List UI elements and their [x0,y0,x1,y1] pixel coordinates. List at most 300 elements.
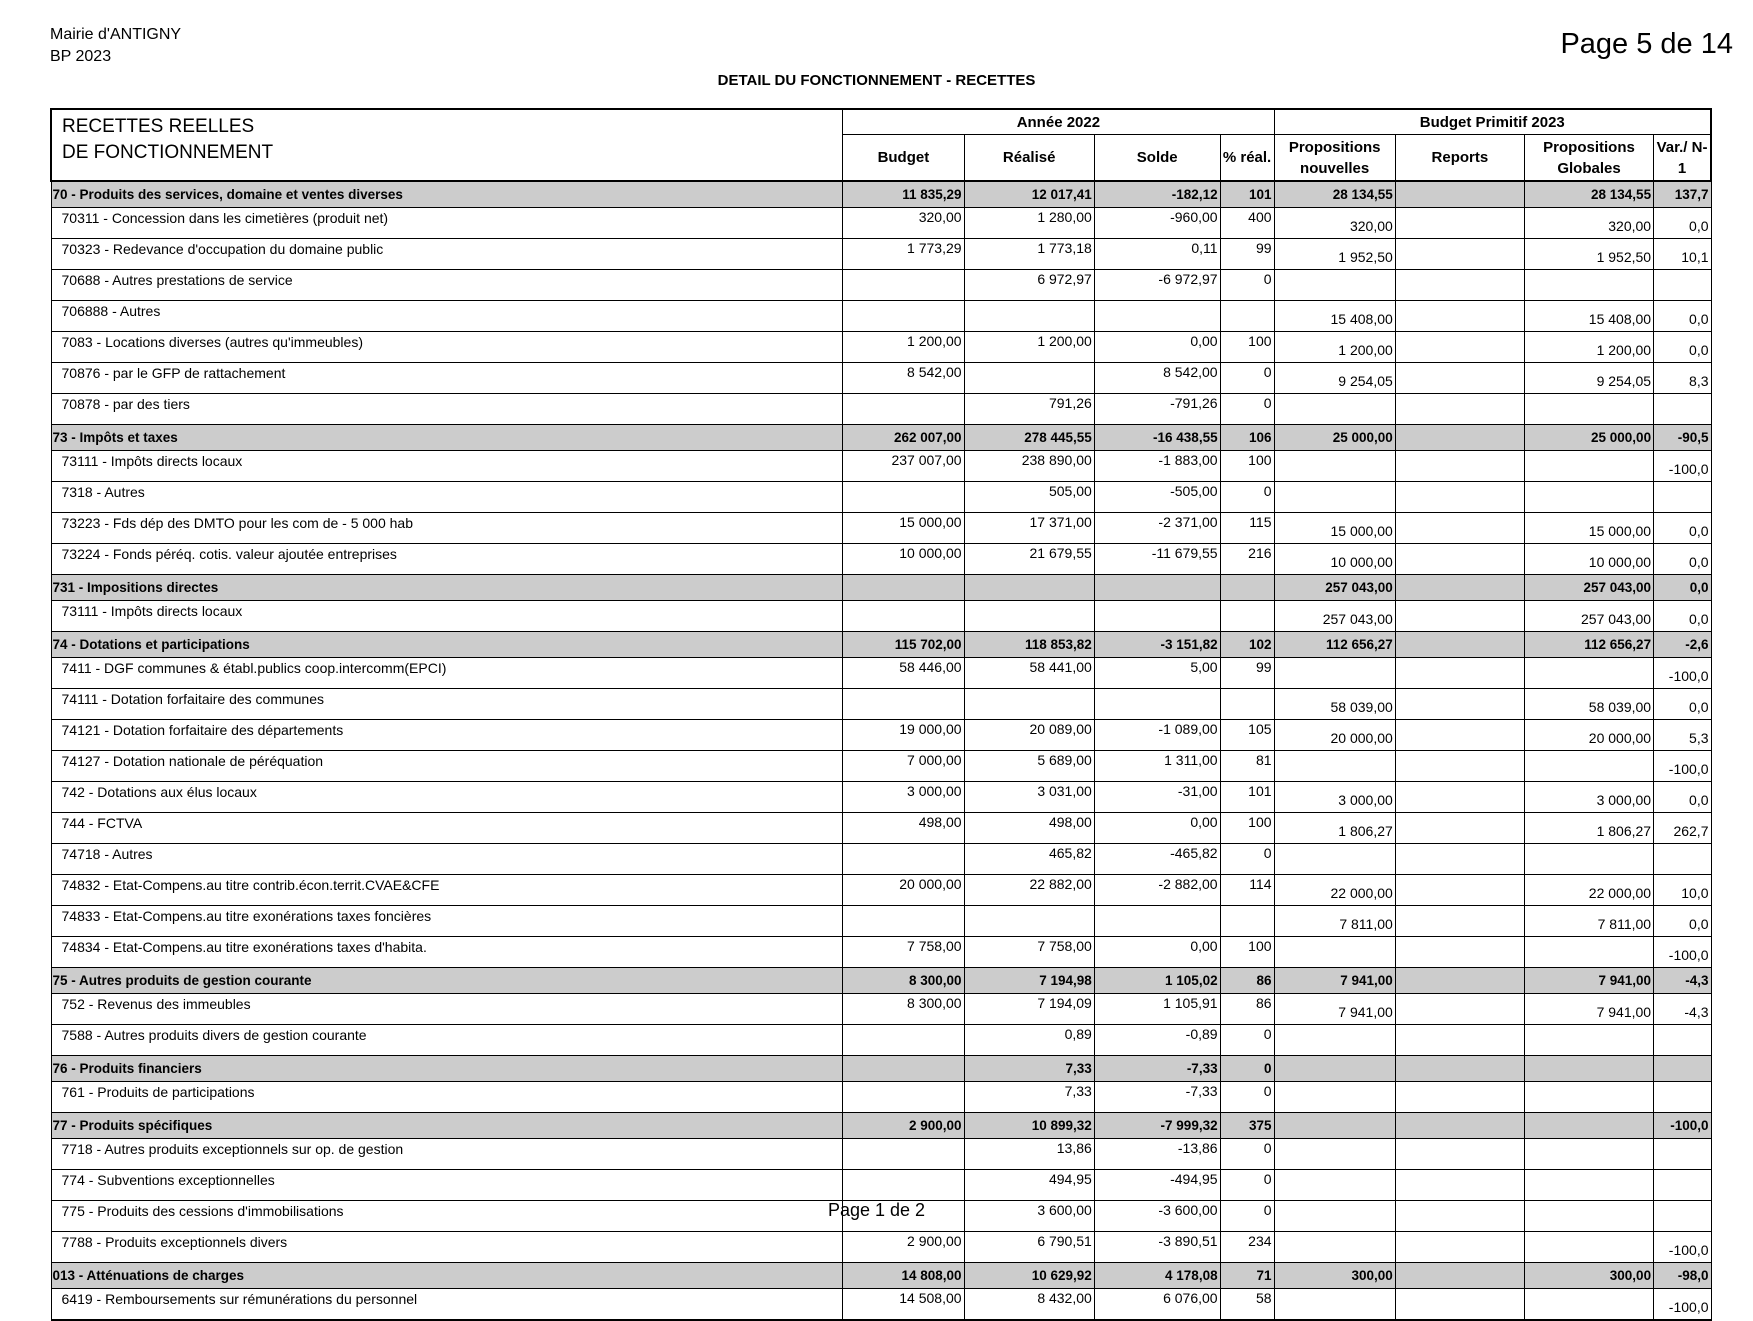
row-label: 73224 - Fonds péréq. cotis. valeur ajoutée entreprises [51,544,843,575]
cell-var-n1: -100,0 [1654,1113,1711,1139]
cell-propositions-globales: 1 200,00 [1524,332,1653,363]
row-label: 73 - Impôts et taxes [51,425,843,451]
cell-pct-real: 101 [1220,782,1274,813]
section-row [51,1263,1711,1289]
cell-pct-real: 0 [1220,1025,1274,1056]
cell-reports [1395,968,1524,994]
cell-reports [1395,482,1524,513]
cell-var-n1 [1654,1056,1711,1082]
cell-solde: -791,26 [1094,394,1220,425]
cell-budget: 14 808,00 [843,1263,964,1289]
cell-reports [1395,1025,1524,1056]
cell-realise [964,363,1094,394]
cell-pct-real: 105 [1220,720,1274,751]
cell-pct-real: 375 [1220,1113,1274,1139]
table-row [51,301,1711,332]
col-header-budget: Budget [843,135,964,182]
cell-pct-real [1220,301,1274,332]
cell-reports [1395,632,1524,658]
row-label: 7318 - Autres [51,482,843,513]
cell-propositions-globales: 257 043,00 [1524,601,1653,632]
section-row [51,181,1711,208]
cell-pct-real [1220,575,1274,601]
col-header-var-n1: Var./ N-1 [1654,135,1711,182]
cell-propositions-globales [1524,751,1653,782]
cell-propositions-globales [1524,1139,1653,1170]
cell-budget: 115 702,00 [843,632,964,658]
cell-propositions-globales [1524,451,1653,482]
cell-solde: -7,33 [1094,1082,1220,1113]
cell-budget [843,1170,964,1201]
cell-solde: -505,00 [1094,482,1220,513]
table-row [51,1232,1711,1263]
table-row [51,513,1711,544]
cell-propositions-globales: 15 000,00 [1524,513,1653,544]
cell-var-n1: -90,5 [1654,425,1711,451]
cell-budget [843,1139,964,1170]
cell-realise [964,906,1094,937]
cell-propositions-nouvelles: 7 941,00 [1274,968,1395,994]
cell-solde: -0,89 [1094,1025,1220,1056]
table-title-line-1: RECETTES REELLES [62,116,255,137]
cell-budget: 2 900,00 [843,1113,964,1139]
cell-realise: 791,26 [964,394,1094,425]
row-label: 774 - Subventions exceptionnelles [51,1170,843,1201]
cell-propositions-globales: 300,00 [1524,1263,1653,1289]
cell-solde [1094,301,1220,332]
table-row [51,689,1711,720]
cell-propositions-globales: 22 000,00 [1524,875,1653,906]
cell-propositions-nouvelles: 1 200,00 [1274,332,1395,363]
cell-propositions-globales [1524,1113,1653,1139]
cell-var-n1: -100,0 [1654,1289,1711,1321]
cell-reports [1395,270,1524,301]
table-row [51,658,1711,689]
row-label: 76 - Produits financiers [51,1056,843,1082]
col-header-realise: Réalisé [964,135,1094,182]
cell-propositions-nouvelles [1274,751,1395,782]
row-label: 73111 - Impôts directs locaux [51,451,843,482]
section-row [51,1056,1711,1082]
row-label: 74718 - Autres [51,844,843,875]
cell-budget [843,601,964,632]
cell-propositions-nouvelles: 22 000,00 [1274,875,1395,906]
table-row [51,875,1711,906]
cell-solde: -3 600,00 [1094,1201,1220,1232]
col-header-propositions-globales: Propositions Globales [1524,135,1653,182]
cell-propositions-nouvelles: 20 000,00 [1274,720,1395,751]
cell-budget: 7 000,00 [843,751,964,782]
cell-var-n1: 10,0 [1654,875,1711,906]
table-title-line-2: DE FONCTIONNEMENT [62,142,274,163]
cell-budget: 498,00 [843,813,964,844]
row-label: 73111 - Impôts directs locaux [51,601,843,632]
cell-solde: -31,00 [1094,782,1220,813]
cell-propositions-globales [1524,482,1653,513]
cell-pct-real: 106 [1220,425,1274,451]
cell-solde: -494,95 [1094,1170,1220,1201]
table-body [51,181,1711,1320]
cell-realise: 498,00 [964,813,1094,844]
cell-solde: 0,00 [1094,332,1220,363]
section-row [51,575,1711,601]
cell-solde: 5,00 [1094,658,1220,689]
cell-pct-real: 400 [1220,208,1274,239]
section-row [51,632,1711,658]
cell-var-n1: -100,0 [1654,937,1711,968]
cell-pct-real: 100 [1220,332,1274,363]
cell-pct-real: 0 [1220,1201,1274,1232]
cell-realise: 238 890,00 [964,451,1094,482]
cell-budget: 7 758,00 [843,937,964,968]
cell-var-n1: 10,1 [1654,239,1711,270]
row-label: 74111 - Dotation forfaitaire des communes [51,689,843,720]
cell-pct-real [1220,601,1274,632]
cell-budget [843,906,964,937]
cell-propositions-nouvelles [1274,1113,1395,1139]
cell-realise: 7,33 [964,1082,1094,1113]
cell-budget: 14 508,00 [843,1289,964,1321]
row-label: 74832 - Etat-Compens.au titre contrib.écon.territ.CVAE&CFE [51,875,843,906]
cell-propositions-globales: 1 952,50 [1524,239,1653,270]
table-row [51,270,1711,301]
section-row [51,968,1711,994]
row-label: 7083 - Locations diverses (autres qu'immeubles) [51,332,843,363]
cell-var-n1 [1654,1082,1711,1113]
cell-pct-real: 0 [1220,363,1274,394]
cell-reports [1395,1056,1524,1082]
row-label: 70878 - par des tiers [51,394,843,425]
table-row [51,239,1711,270]
cell-budget [843,689,964,720]
cell-solde: 6 076,00 [1094,1289,1220,1321]
cell-pct-real: 0 [1220,844,1274,875]
cell-reports [1395,994,1524,1025]
cell-reports [1395,575,1524,601]
cell-var-n1: 0,0 [1654,301,1711,332]
cell-propositions-nouvelles [1274,1289,1395,1321]
cell-pct-real: 86 [1220,994,1274,1025]
cell-pct-real: 58 [1220,1289,1274,1321]
cell-budget: 58 446,00 [843,658,964,689]
cell-pct-real: 71 [1220,1263,1274,1289]
cell-pct-real: 234 [1220,1232,1274,1263]
cell-solde: -7,33 [1094,1056,1220,1082]
cell-realise: 58 441,00 [964,658,1094,689]
cell-var-n1 [1654,394,1711,425]
cell-propositions-nouvelles [1274,844,1395,875]
cell-solde: 0,11 [1094,239,1220,270]
cell-propositions-nouvelles [1274,658,1395,689]
cell-solde: -2 882,00 [1094,875,1220,906]
cell-propositions-nouvelles [1274,937,1395,968]
cell-realise [964,689,1094,720]
cell-propositions-globales [1524,1232,1653,1263]
cell-pct-real: 100 [1220,813,1274,844]
table-row [51,394,1711,425]
col-header-propositions-nouvelles: Propositions nouvelles [1274,135,1395,182]
cell-pct-real: 102 [1220,632,1274,658]
cell-var-n1: -98,0 [1654,1263,1711,1289]
cell-var-n1: 0,0 [1654,906,1711,937]
cell-propositions-globales [1524,1289,1653,1321]
table-row [51,844,1711,875]
cell-realise: 10 899,32 [964,1113,1094,1139]
cell-pct-real: 0 [1220,1082,1274,1113]
row-label: 7588 - Autres produits divers de gestion courante [51,1025,843,1056]
cell-realise: 3 600,00 [964,1201,1094,1232]
col-header-solde: Solde [1094,135,1220,182]
cell-propositions-globales: 320,00 [1524,208,1653,239]
table-row [51,451,1711,482]
cell-budget: 11 835,29 [843,181,964,208]
table-row [51,1139,1711,1170]
cell-propositions-nouvelles: 9 254,05 [1274,363,1395,394]
cell-realise: 3 031,00 [964,782,1094,813]
cell-reports [1395,720,1524,751]
cell-realise: 278 445,55 [964,425,1094,451]
row-label: 761 - Produits de participations [51,1082,843,1113]
cell-propositions-globales [1524,270,1653,301]
cell-budget: 15 000,00 [843,513,964,544]
cell-budget: 3 000,00 [843,782,964,813]
cell-propositions-nouvelles [1274,1025,1395,1056]
cell-reports [1395,332,1524,363]
row-label: 731 - Impositions directes [51,575,843,601]
cell-pct-real: 99 [1220,658,1274,689]
cell-budget [843,1025,964,1056]
cell-realise: 12 017,41 [964,181,1094,208]
table-row [51,208,1711,239]
table-row [51,994,1711,1025]
cell-pct-real: 100 [1220,937,1274,968]
cell-realise: 17 371,00 [964,513,1094,544]
cell-reports [1395,1263,1524,1289]
cell-reports [1395,1289,1524,1321]
cell-reports [1395,181,1524,208]
cell-realise: 494,95 [964,1170,1094,1201]
cell-solde [1094,689,1220,720]
cell-budget: 20 000,00 [843,875,964,906]
row-label: 775 - Produits des cessions d'immobilisations [51,1201,843,1232]
cell-realise: 21 679,55 [964,544,1094,575]
cell-realise: 7 758,00 [964,937,1094,968]
cell-var-n1 [1654,1170,1711,1201]
table-row [51,813,1711,844]
cell-propositions-globales [1524,394,1653,425]
row-label: 70876 - par le GFP de rattachement [51,363,843,394]
cell-propositions-nouvelles: 3 000,00 [1274,782,1395,813]
cell-propositions-nouvelles: 1 952,50 [1274,239,1395,270]
cell-pct-real: 216 [1220,544,1274,575]
cell-budget [843,844,964,875]
cell-reports [1395,1082,1524,1113]
cell-propositions-nouvelles [1274,270,1395,301]
cell-propositions-globales: 28 134,55 [1524,181,1653,208]
cell-pct-real: 101 [1220,181,1274,208]
row-label: 70311 - Concession dans les cimetières (produit net) [51,208,843,239]
municipality-name: Mairie d'ANTIGNY [50,26,182,43]
cell-realise: 10 629,92 [964,1263,1094,1289]
row-label: 744 - FCTVA [51,813,843,844]
table-row [51,906,1711,937]
row-label: 74834 - Etat-Compens.au titre exonérations taxes d'habita. [51,937,843,968]
cell-realise: 8 432,00 [964,1289,1094,1321]
cell-budget: 8 542,00 [843,363,964,394]
cell-realise: 505,00 [964,482,1094,513]
table-header [51,109,1711,181]
cell-var-n1: 0,0 [1654,513,1711,544]
table-row [51,601,1711,632]
cell-var-n1: -100,0 [1654,658,1711,689]
cell-var-n1 [1654,1139,1711,1170]
cell-solde: 0,00 [1094,937,1220,968]
cell-reports [1395,658,1524,689]
cell-realise: 7 194,09 [964,994,1094,1025]
cell-propositions-nouvelles: 15 000,00 [1274,513,1395,544]
cell-pct-real: 86 [1220,968,1274,994]
cell-solde: 1 311,00 [1094,751,1220,782]
document-title: DETAIL DU FONCTIONNEMENT - RECETTES [717,72,1036,89]
cell-propositions-globales: 9 254,05 [1524,363,1653,394]
row-label: 013 - Atténuations de charges [51,1263,843,1289]
cell-var-n1: 0,0 [1654,689,1711,720]
cell-pct-real: 0 [1220,1139,1274,1170]
table-row [51,1025,1711,1056]
row-label: 74127 - Dotation nationale de péréquation [51,751,843,782]
cell-var-n1: -4,3 [1654,968,1711,994]
cell-var-n1 [1654,1025,1711,1056]
cell-pct-real: 100 [1220,451,1274,482]
cell-solde: -6 972,97 [1094,270,1220,301]
cell-budget: 8 300,00 [843,968,964,994]
table-row [51,544,1711,575]
cell-reports [1395,425,1524,451]
cell-pct-real: 0 [1220,270,1274,301]
table-row [51,332,1711,363]
cell-propositions-nouvelles [1274,1056,1395,1082]
cell-reports [1395,1170,1524,1201]
cell-propositions-globales: 15 408,00 [1524,301,1653,332]
cell-pct-real [1220,689,1274,720]
cell-pct-real: 99 [1220,239,1274,270]
cell-propositions-globales: 10 000,00 [1524,544,1653,575]
cell-realise: 6 972,97 [964,270,1094,301]
row-label: 73223 - Fds dép des DMTO pour les com de - 5 000 hab [51,513,843,544]
cell-propositions-globales [1524,1082,1653,1113]
row-label: 74 - Dotations et participations [51,632,843,658]
cell-realise: 6 790,51 [964,1232,1094,1263]
group-header-bp-2023: Budget Primitif 2023 [1274,109,1711,135]
cell-reports [1395,689,1524,720]
table-row [51,363,1711,394]
cell-pct-real [1220,906,1274,937]
cell-var-n1 [1654,270,1711,301]
row-label: 6419 - Remboursements sur rémunérations du personnel [51,1289,843,1321]
cell-solde: -3 890,51 [1094,1232,1220,1263]
cell-propositions-nouvelles: 7 941,00 [1274,994,1395,1025]
cell-propositions-nouvelles: 257 043,00 [1274,601,1395,632]
budget-year-label: BP 2023 [50,48,112,65]
cell-budget: 1 773,29 [843,239,964,270]
cell-propositions-nouvelles [1274,1232,1395,1263]
cell-pct-real: 114 [1220,875,1274,906]
table-row [51,482,1711,513]
cell-propositions-globales: 58 039,00 [1524,689,1653,720]
table-row [51,1082,1711,1113]
cell-var-n1: 137,7 [1654,181,1711,208]
cell-realise: 7 194,98 [964,968,1094,994]
cell-var-n1 [1654,482,1711,513]
cell-budget: 1 200,00 [843,332,964,363]
cell-var-n1: -100,0 [1654,751,1711,782]
row-label: 70 - Produits des services, domaine et ventes diverses [51,181,843,208]
cell-propositions-nouvelles: 320,00 [1274,208,1395,239]
cell-solde: 1 105,91 [1094,994,1220,1025]
table-row [51,1289,1711,1321]
cell-propositions-nouvelles: 15 408,00 [1274,301,1395,332]
cell-var-n1: 0,0 [1654,332,1711,363]
cell-propositions-nouvelles: 7 811,00 [1274,906,1395,937]
cell-solde: -465,82 [1094,844,1220,875]
row-label: 7411 - DGF communes & établ.publics coop.intercomm(EPCI) [51,658,843,689]
cell-budget: 8 300,00 [843,994,964,1025]
table-title [51,109,843,181]
cell-var-n1: 0,0 [1654,208,1711,239]
table-row [51,782,1711,813]
row-label: 75 - Autres produits de gestion courante [51,968,843,994]
cell-pct-real: 115 [1220,513,1274,544]
cell-var-n1: 5,3 [1654,720,1711,751]
cell-propositions-nouvelles: 300,00 [1274,1263,1395,1289]
cell-reports [1395,544,1524,575]
row-label: 74833 - Etat-Compens.au titre exonérations taxes foncières [51,906,843,937]
cell-reports [1395,813,1524,844]
cell-var-n1: 0,0 [1654,544,1711,575]
cell-budget: 262 007,00 [843,425,964,451]
cell-budget [843,1056,964,1082]
cell-realise: 1 280,00 [964,208,1094,239]
footer-page-label: Page 1 de 2 [827,1200,926,1220]
table-row [51,720,1711,751]
col-header-pct-real: % réal. [1220,135,1274,182]
cell-reports [1395,601,1524,632]
cell-budget: 19 000,00 [843,720,964,751]
cell-propositions-globales [1524,658,1653,689]
cell-propositions-globales: 20 000,00 [1524,720,1653,751]
cell-var-n1: 0,0 [1654,601,1711,632]
cell-reports [1395,1139,1524,1170]
cell-realise: 13,86 [964,1139,1094,1170]
cell-solde: -3 151,82 [1094,632,1220,658]
cell-propositions-globales: 7 811,00 [1524,906,1653,937]
cell-propositions-globales: 1 806,27 [1524,813,1653,844]
cell-propositions-globales [1524,1170,1653,1201]
cell-reports [1395,1113,1524,1139]
cell-var-n1: 262,7 [1654,813,1711,844]
row-label: 7718 - Autres produits exceptionnels sur op. de gestion [51,1139,843,1170]
cell-var-n1: 0,0 [1654,575,1711,601]
cell-propositions-globales [1524,937,1653,968]
cell-solde: -16 438,55 [1094,425,1220,451]
table-row [51,937,1711,968]
row-label: 7788 - Produits exceptionnels divers [51,1232,843,1263]
cell-realise [964,575,1094,601]
cell-propositions-nouvelles [1274,1082,1395,1113]
cell-var-n1: 8,3 [1654,363,1711,394]
cell-pct-real: 0 [1220,1056,1274,1082]
cell-solde: 1 105,02 [1094,968,1220,994]
